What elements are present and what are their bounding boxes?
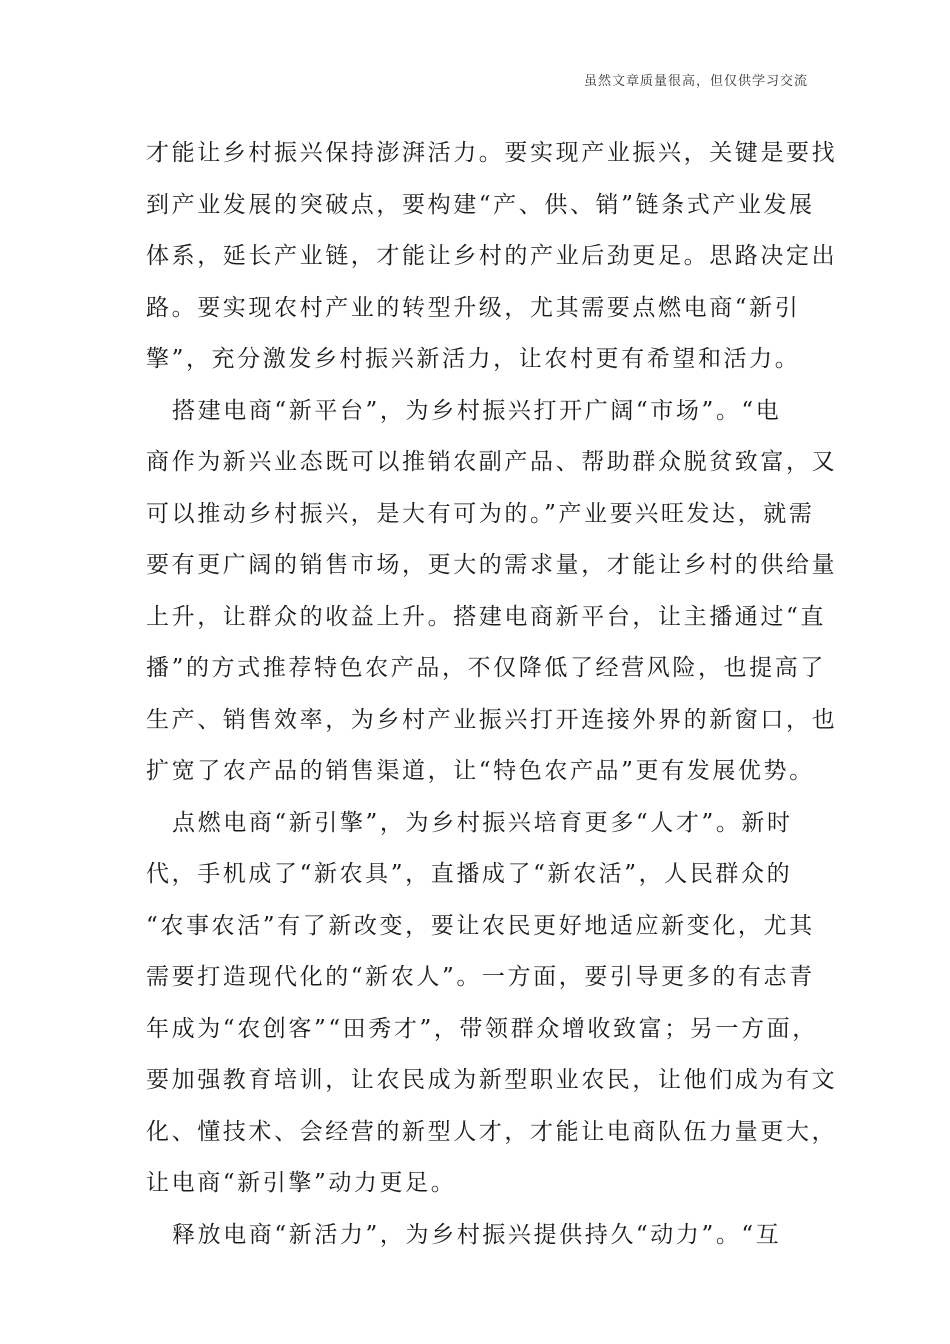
text-line: 年成为“农创客”“田秀才”，带领群众增收致富；另一方面， bbox=[146, 1015, 818, 1042]
text-line: 让电商“新引擎”动力更足。 bbox=[146, 1170, 457, 1196]
text-line: 才能让乡村振兴保持澎湃活力。要实现产业振兴，关键是要找 bbox=[146, 140, 838, 166]
text-line: 搭建电商“新平台”，为乡村振兴打开广阔“市场”。“电 bbox=[172, 397, 782, 424]
text-line: 生产、销售效率，为乡村产业振兴打开连接外界的新窗口，也 bbox=[146, 706, 838, 733]
text-line: 路。要实现农村产业的转型升级，尤其需要点燃电商“新引 bbox=[146, 294, 801, 321]
text-line: 可以推动乡村振兴，是大有可为的。”产业要兴旺发达，就需 bbox=[146, 500, 815, 527]
text-line: “农事农活”有了新改变，要让农民更好地适应新变化，尤其 bbox=[146, 912, 815, 939]
text-line: 上升，让群众的收益上升。搭建电商新平台，让主播通过“直 bbox=[146, 603, 826, 630]
text-line: 要加强教育培训，让农民成为新型职业农民，让他们成为有文 bbox=[146, 1067, 838, 1093]
text-line: 扩宽了农产品的销售渠道，让“特色农产品”更有发展优势。 bbox=[146, 758, 815, 784]
text-line: 释放电商“新活力”，为乡村振兴提供持久“动力”。“互 bbox=[172, 1221, 782, 1248]
text-line: 要有更广阔的销售市场，更大的需求量，才能让乡村的供给量 bbox=[146, 552, 838, 578]
text-line: 到产业发展的突破点，要构建“产、供、销”链条式产业发展 bbox=[146, 191, 815, 218]
text-line: 点燃电商“新引擎”，为乡村振兴培育更多“人才”。新时 bbox=[172, 809, 793, 836]
text-line: 播”的方式推荐特色农产品，不仅降低了经营风险，也提高了 bbox=[146, 655, 826, 681]
text-line: 代，手机成了“新农具”，直播成了“新农活”，人民群众的 bbox=[146, 861, 793, 887]
page-header-note: 虽然文章质量很高，但仅供学习交流 bbox=[583, 74, 808, 89]
text-line: 化、懂技术、会经营的新型人才，才能让电商队伍力量更大， bbox=[146, 1118, 838, 1145]
text-line: 体系，延长产业链，才能让乡村的产业后劲更足。思路决定出 bbox=[146, 243, 838, 269]
text-line: 商作为新兴业态既可以推销农副产品、帮助群众脱贫致富，又 bbox=[146, 449, 838, 475]
text-line: 需要打造现代化的“新农人”。一方面，要引导更多的有志青 bbox=[146, 964, 815, 990]
article-body bbox=[146, 128, 838, 1261]
text-line: 擎”，充分激发乡村振兴新活力，让农村更有希望和活力。 bbox=[146, 346, 801, 372]
